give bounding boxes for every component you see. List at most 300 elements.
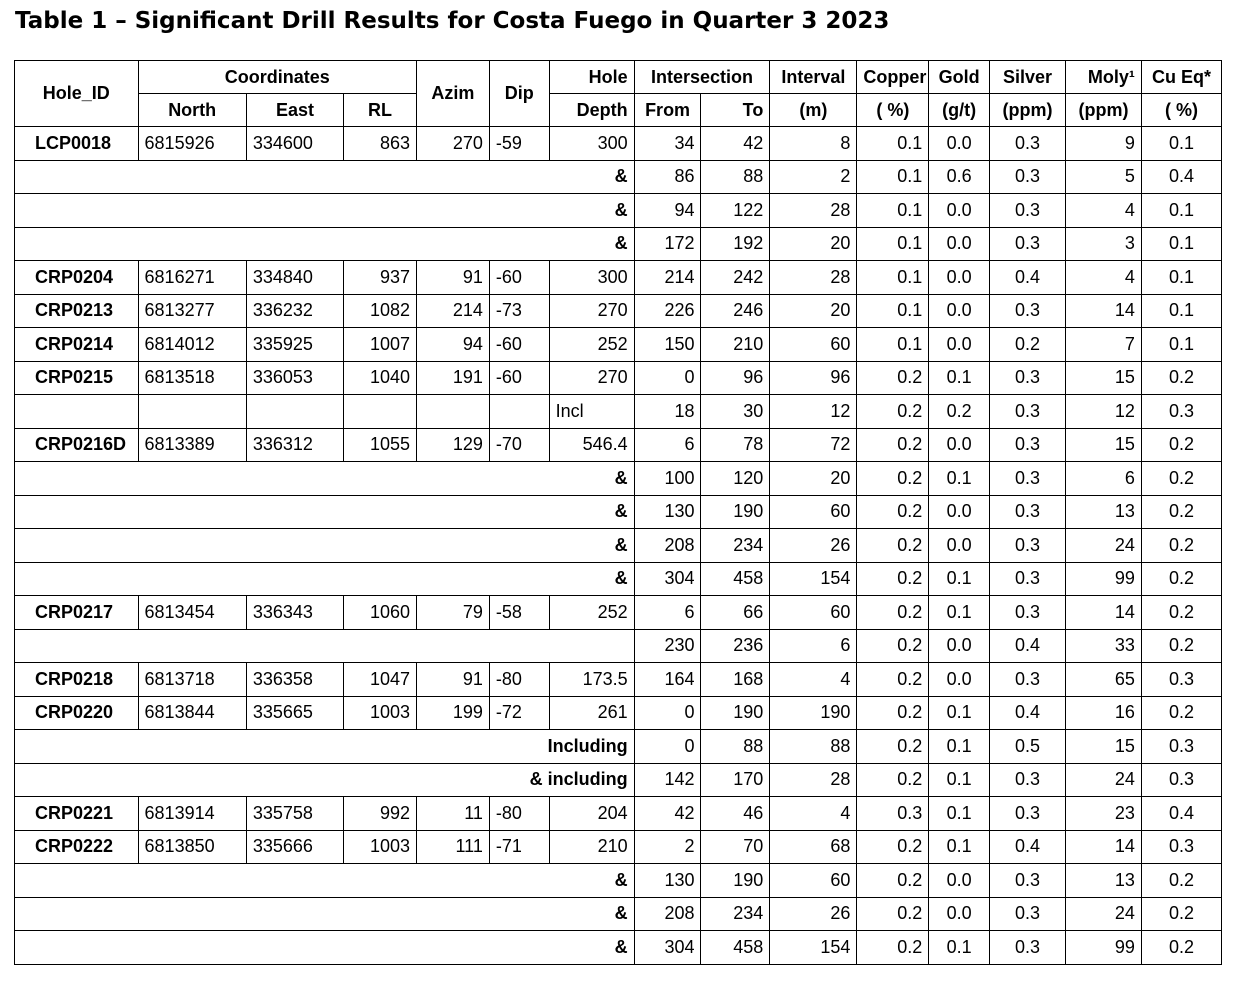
cell-from: 214 — [634, 261, 701, 295]
cell-moly: 33 — [1065, 629, 1141, 663]
cell-north: 6814012 — [138, 328, 246, 362]
cell-moly: 99 — [1065, 562, 1141, 596]
cell-rl: 937 — [344, 261, 417, 295]
cell-sub-label: & — [15, 160, 635, 194]
cell-hole-id: CRP0204 — [15, 261, 139, 295]
cell-depth: 204 — [549, 797, 634, 831]
cell-moly: 14 — [1065, 294, 1141, 328]
cell-to: 120 — [701, 462, 770, 496]
cell-north: 6813389 — [138, 428, 246, 462]
cell-silver: 0.3 — [990, 663, 1066, 697]
cell-sub-label: & — [15, 529, 635, 563]
cell-cueq: 0.1 — [1141, 227, 1221, 261]
cell-cueq: 0.1 — [1141, 127, 1221, 161]
cell-interval: 154 — [770, 562, 857, 596]
cell-copper: 0.2 — [857, 395, 929, 429]
header-dip: Dip — [489, 61, 549, 127]
cell-azim: 214 — [416, 294, 489, 328]
cell-rl: 1003 — [344, 830, 417, 864]
cell-to: 30 — [701, 395, 770, 429]
table-row — [15, 361, 1222, 395]
table-row — [15, 495, 1222, 529]
table-row — [15, 127, 1222, 161]
header-rl: RL — [344, 94, 417, 127]
cell-from: 100 — [634, 462, 701, 496]
table-header — [15, 61, 1222, 127]
cell-azim: 79 — [416, 596, 489, 630]
cell-east: 336053 — [246, 361, 343, 395]
cell-interval: 4 — [770, 797, 857, 831]
cell-silver: 0.3 — [990, 596, 1066, 630]
cell-hole-id: CRP0218 — [15, 663, 139, 697]
cell-moly: 4 — [1065, 194, 1141, 228]
cell-moly: 24 — [1065, 763, 1141, 797]
header-copper: Copper — [857, 61, 929, 94]
cell-hole-id: CRP0221 — [15, 797, 139, 831]
cell-north: 6813518 — [138, 361, 246, 395]
cell-east: 336232 — [246, 294, 343, 328]
cell-from: 6 — [634, 596, 701, 630]
cell-moly: 23 — [1065, 797, 1141, 831]
cell-cueq: 0.1 — [1141, 261, 1221, 295]
cell-empty — [246, 395, 343, 429]
header-cueq-unit: ( %) — [1141, 94, 1221, 127]
cell-azim: 129 — [416, 428, 489, 462]
cell-gold: 0.2 — [929, 395, 990, 429]
cell-gold: 0.1 — [929, 730, 990, 764]
cell-gold: 0.1 — [929, 830, 990, 864]
table-row — [15, 864, 1222, 898]
cell-to: 458 — [701, 931, 770, 965]
cell-interval: 20 — [770, 294, 857, 328]
header-moly: Moly¹ — [1065, 61, 1141, 94]
cell-cueq: 0.2 — [1141, 529, 1221, 563]
cell-interval: 4 — [770, 663, 857, 697]
cell-cueq: 0.3 — [1141, 830, 1221, 864]
cell-east: 334600 — [246, 127, 343, 161]
cell-silver: 0.3 — [990, 562, 1066, 596]
table-row — [15, 227, 1222, 261]
cell-cueq: 0.2 — [1141, 495, 1221, 529]
cell-copper: 0.2 — [857, 562, 929, 596]
cell-cueq: 0.2 — [1141, 596, 1221, 630]
cell-from: 142 — [634, 763, 701, 797]
cell-depth: 300 — [549, 261, 634, 295]
cell-silver: 0.3 — [990, 931, 1066, 965]
cell-from: 130 — [634, 495, 701, 529]
cell-gold: 0.0 — [929, 897, 990, 931]
header-copper-unit: ( %) — [857, 94, 929, 127]
header-hole: Hole — [549, 61, 634, 94]
cell-from: 150 — [634, 328, 701, 362]
cell-dip: -59 — [489, 127, 549, 161]
cell-copper: 0.1 — [857, 227, 929, 261]
cell-cueq: 0.3 — [1141, 730, 1221, 764]
cell-gold: 0.0 — [929, 629, 990, 663]
cell-depth: 300 — [549, 127, 634, 161]
header-from: From — [634, 94, 701, 127]
header-interval-unit: (m) — [770, 94, 857, 127]
cell-hole-id: CRP0216D — [15, 428, 139, 462]
cell-interval: 2 — [770, 160, 857, 194]
cell-silver: 0.3 — [990, 462, 1066, 496]
cell-sub-label: & — [15, 562, 635, 596]
cell-sub-label: Including — [15, 730, 635, 764]
cell-moly: 65 — [1065, 663, 1141, 697]
cell-copper: 0.2 — [857, 529, 929, 563]
cell-empty — [15, 395, 139, 429]
cell-to: 234 — [701, 529, 770, 563]
cell-gold: 0.1 — [929, 596, 990, 630]
cell-from: 94 — [634, 194, 701, 228]
cell-moly: 15 — [1065, 730, 1141, 764]
table-row — [15, 696, 1222, 730]
cell-silver: 0.3 — [990, 127, 1066, 161]
table-row — [15, 730, 1222, 764]
cell-sub-label: & — [15, 227, 635, 261]
cell-north: 6813914 — [138, 797, 246, 831]
cell-gold: 0.1 — [929, 931, 990, 965]
cell-silver: 0.3 — [990, 428, 1066, 462]
cell-gold: 0.0 — [929, 227, 990, 261]
cell-copper: 0.2 — [857, 629, 929, 663]
cell-gold: 0.0 — [929, 864, 990, 898]
cell-hole-id: CRP0213 — [15, 294, 139, 328]
cell-silver: 0.3 — [990, 395, 1066, 429]
cell-rl: 863 — [344, 127, 417, 161]
cell-cueq: 0.2 — [1141, 361, 1221, 395]
cell-cueq: 0.2 — [1141, 864, 1221, 898]
cell-copper: 0.2 — [857, 361, 929, 395]
cell-to: 190 — [701, 864, 770, 898]
cell-copper: 0.1 — [857, 127, 929, 161]
table-row — [15, 629, 1222, 663]
cell-to: 42 — [701, 127, 770, 161]
cell-silver: 0.3 — [990, 897, 1066, 931]
cell-rl: 1007 — [344, 328, 417, 362]
cell-east: 336358 — [246, 663, 343, 697]
cell-hole-id: CRP0214 — [15, 328, 139, 362]
table-row — [15, 395, 1222, 429]
cell-to: 96 — [701, 361, 770, 395]
cell-interval: 96 — [770, 361, 857, 395]
cell-to: 88 — [701, 730, 770, 764]
table-row — [15, 797, 1222, 831]
cell-interval: 20 — [770, 227, 857, 261]
cell-empty — [138, 395, 246, 429]
cell-cueq: 0.2 — [1141, 696, 1221, 730]
cell-from: 0 — [634, 696, 701, 730]
cell-dip: -80 — [489, 663, 549, 697]
cell-hole-id: LCP0018 — [15, 127, 139, 161]
cell-azim: 94 — [416, 328, 489, 362]
cell-interval: 60 — [770, 328, 857, 362]
cell-cueq: 0.1 — [1141, 294, 1221, 328]
cell-interval: 28 — [770, 763, 857, 797]
cell-to: 246 — [701, 294, 770, 328]
cell-interval: 60 — [770, 864, 857, 898]
cell-copper: 0.1 — [857, 261, 929, 295]
cell-to: 234 — [701, 897, 770, 931]
cell-to: 46 — [701, 797, 770, 831]
cell-from: 34 — [634, 127, 701, 161]
cell-to: 78 — [701, 428, 770, 462]
cell-sub-label: Incl — [549, 395, 634, 429]
cell-moly: 15 — [1065, 361, 1141, 395]
cell-to: 458 — [701, 562, 770, 596]
cell-gold: 0.0 — [929, 328, 990, 362]
table-row — [15, 160, 1222, 194]
cell-gold: 0.0 — [929, 663, 990, 697]
cell-hole-id: CRP0222 — [15, 830, 139, 864]
header-hole-id: Hole_ID — [15, 61, 139, 127]
cell-moly: 24 — [1065, 897, 1141, 931]
cell-cueq: 0.3 — [1141, 763, 1221, 797]
header-north: North — [138, 94, 246, 127]
cell-azim: 191 — [416, 361, 489, 395]
cell-cueq: 0.1 — [1141, 328, 1221, 362]
cell-rl: 992 — [344, 797, 417, 831]
cell-to: 192 — [701, 227, 770, 261]
cell-copper: 0.2 — [857, 495, 929, 529]
cell-copper: 0.2 — [857, 763, 929, 797]
cell-sub-label: & — [15, 931, 635, 965]
cell-from: 2 — [634, 830, 701, 864]
header-cueq: Cu Eq* — [1141, 61, 1221, 94]
header-to: To — [701, 94, 770, 127]
cell-copper: 0.1 — [857, 294, 929, 328]
cell-rl: 1003 — [344, 696, 417, 730]
cell-from: 42 — [634, 797, 701, 831]
table-row — [15, 529, 1222, 563]
cell-moly: 5 — [1065, 160, 1141, 194]
cell-sub-label — [15, 629, 635, 663]
cell-north: 6813454 — [138, 596, 246, 630]
cell-cueq: 0.4 — [1141, 797, 1221, 831]
cell-depth: 173.5 — [549, 663, 634, 697]
cell-copper: 0.2 — [857, 931, 929, 965]
cell-from: 172 — [634, 227, 701, 261]
cell-azim: 111 — [416, 830, 489, 864]
cell-azim: 270 — [416, 127, 489, 161]
cell-north: 6813850 — [138, 830, 246, 864]
cell-moly: 24 — [1065, 529, 1141, 563]
cell-to: 170 — [701, 763, 770, 797]
cell-from: 0 — [634, 730, 701, 764]
cell-gold: 0.0 — [929, 294, 990, 328]
cell-to: 236 — [701, 629, 770, 663]
cell-interval: 26 — [770, 897, 857, 931]
cell-copper: 0.1 — [857, 160, 929, 194]
cell-depth: 270 — [549, 361, 634, 395]
cell-hole-id: CRP0217 — [15, 596, 139, 630]
cell-azim: 91 — [416, 261, 489, 295]
cell-from: 6 — [634, 428, 701, 462]
cell-cueq: 0.2 — [1141, 428, 1221, 462]
cell-to: 70 — [701, 830, 770, 864]
table-row — [15, 462, 1222, 496]
cell-sub-label: & including — [15, 763, 635, 797]
cell-cueq: 0.2 — [1141, 931, 1221, 965]
cell-to: 122 — [701, 194, 770, 228]
cell-gold: 0.1 — [929, 462, 990, 496]
cell-rl: 1060 — [344, 596, 417, 630]
cell-from: 18 — [634, 395, 701, 429]
cell-dip: -71 — [489, 830, 549, 864]
cell-interval: 26 — [770, 529, 857, 563]
header-east: East — [246, 94, 343, 127]
cell-north: 6813718 — [138, 663, 246, 697]
cell-interval: 12 — [770, 395, 857, 429]
header-intersection: Intersection — [634, 61, 770, 94]
cell-from: 304 — [634, 562, 701, 596]
table-title: Table 1 – Significant Drill Results for Costa Fuego in Quarter 3 2023 — [15, 8, 890, 34]
cell-depth: 252 — [549, 328, 634, 362]
cell-from: 0 — [634, 361, 701, 395]
cell-moly: 99 — [1065, 931, 1141, 965]
cell-interval: 60 — [770, 596, 857, 630]
cell-east: 335758 — [246, 797, 343, 831]
header-azim: Azim — [416, 61, 489, 127]
cell-silver: 0.3 — [990, 529, 1066, 563]
cell-north: 6816271 — [138, 261, 246, 295]
header-gold-unit: (g/t) — [929, 94, 990, 127]
cell-interval: 88 — [770, 730, 857, 764]
cell-copper: 0.2 — [857, 696, 929, 730]
cell-from: 130 — [634, 864, 701, 898]
cell-sub-label: & — [15, 462, 635, 496]
cell-east: 336343 — [246, 596, 343, 630]
cell-sub-label: & — [15, 897, 635, 931]
cell-dip: -72 — [489, 696, 549, 730]
cell-moly: 3 — [1065, 227, 1141, 261]
cell-dip: -60 — [489, 261, 549, 295]
table-row — [15, 663, 1222, 697]
table-row — [15, 194, 1222, 228]
cell-gold: 0.0 — [929, 529, 990, 563]
cell-empty — [489, 395, 549, 429]
cell-copper: 0.2 — [857, 830, 929, 864]
cell-gold: 0.6 — [929, 160, 990, 194]
cell-gold: 0.1 — [929, 763, 990, 797]
cell-cueq: 0.2 — [1141, 897, 1221, 931]
cell-moly: 13 — [1065, 495, 1141, 529]
table-row — [15, 596, 1222, 630]
cell-moly: 14 — [1065, 830, 1141, 864]
cell-north: 6815926 — [138, 127, 246, 161]
cell-dip: -80 — [489, 797, 549, 831]
cell-depth: 252 — [549, 596, 634, 630]
cell-silver: 0.3 — [990, 194, 1066, 228]
header-depth: Depth — [549, 94, 634, 127]
cell-copper: 0.1 — [857, 194, 929, 228]
cell-interval: 154 — [770, 931, 857, 965]
cell-gold: 0.0 — [929, 428, 990, 462]
cell-depth: 261 — [549, 696, 634, 730]
table-row — [15, 562, 1222, 596]
cell-interval: 190 — [770, 696, 857, 730]
cell-to: 190 — [701, 495, 770, 529]
cell-dip: -60 — [489, 361, 549, 395]
cell-dip: -60 — [489, 328, 549, 362]
cell-dip: -58 — [489, 596, 549, 630]
cell-empty — [344, 395, 417, 429]
cell-azim: 11 — [416, 797, 489, 831]
header-coordinates: Coordinates — [138, 61, 416, 94]
cell-moly: 13 — [1065, 864, 1141, 898]
cell-silver: 0.3 — [990, 763, 1066, 797]
cell-cueq: 0.2 — [1141, 629, 1221, 663]
cell-from: 208 — [634, 529, 701, 563]
cell-north: 6813277 — [138, 294, 246, 328]
cell-copper: 0.2 — [857, 730, 929, 764]
cell-interval: 6 — [770, 629, 857, 663]
cell-gold: 0.0 — [929, 261, 990, 295]
cell-cueq: 0.3 — [1141, 663, 1221, 697]
cell-gold: 0.1 — [929, 797, 990, 831]
cell-east: 335665 — [246, 696, 343, 730]
cell-silver: 0.4 — [990, 629, 1066, 663]
cell-cueq: 0.2 — [1141, 462, 1221, 496]
cell-rl: 1040 — [344, 361, 417, 395]
cell-sub-label: & — [15, 495, 635, 529]
cell-hole-id: CRP0220 — [15, 696, 139, 730]
cell-from: 226 — [634, 294, 701, 328]
cell-moly: 4 — [1065, 261, 1141, 295]
cell-moly: 14 — [1065, 596, 1141, 630]
cell-gold: 0.0 — [929, 194, 990, 228]
table-row — [15, 830, 1222, 864]
cell-gold: 0.0 — [929, 127, 990, 161]
cell-silver: 0.3 — [990, 160, 1066, 194]
cell-copper: 0.2 — [857, 596, 929, 630]
cell-moly: 6 — [1065, 462, 1141, 496]
cell-azim: 199 — [416, 696, 489, 730]
cell-interval: 8 — [770, 127, 857, 161]
cell-copper: 0.2 — [857, 864, 929, 898]
cell-dip: -70 — [489, 428, 549, 462]
cell-moly: 16 — [1065, 696, 1141, 730]
cell-from: 86 — [634, 160, 701, 194]
cell-to: 190 — [701, 696, 770, 730]
cell-silver: 0.3 — [990, 864, 1066, 898]
header-moly-unit: (ppm) — [1065, 94, 1141, 127]
cell-gold: 0.0 — [929, 495, 990, 529]
cell-silver: 0.4 — [990, 830, 1066, 864]
cell-interval: 72 — [770, 428, 857, 462]
drill-results-table — [14, 60, 1222, 965]
table-row — [15, 763, 1222, 797]
cell-interval: 60 — [770, 495, 857, 529]
cell-sub-label: & — [15, 194, 635, 228]
cell-sub-label: & — [15, 864, 635, 898]
cell-silver: 0.3 — [990, 227, 1066, 261]
table-row — [15, 261, 1222, 295]
cell-from: 164 — [634, 663, 701, 697]
cell-copper: 0.1 — [857, 328, 929, 362]
cell-silver: 0.4 — [990, 696, 1066, 730]
table-row — [15, 931, 1222, 965]
cell-to: 88 — [701, 160, 770, 194]
cell-copper: 0.2 — [857, 663, 929, 697]
table-row — [15, 294, 1222, 328]
cell-dip: -73 — [489, 294, 549, 328]
cell-gold: 0.1 — [929, 562, 990, 596]
cell-depth: 270 — [549, 294, 634, 328]
table-row — [15, 897, 1222, 931]
cell-gold: 0.1 — [929, 361, 990, 395]
cell-copper: 0.3 — [857, 797, 929, 831]
